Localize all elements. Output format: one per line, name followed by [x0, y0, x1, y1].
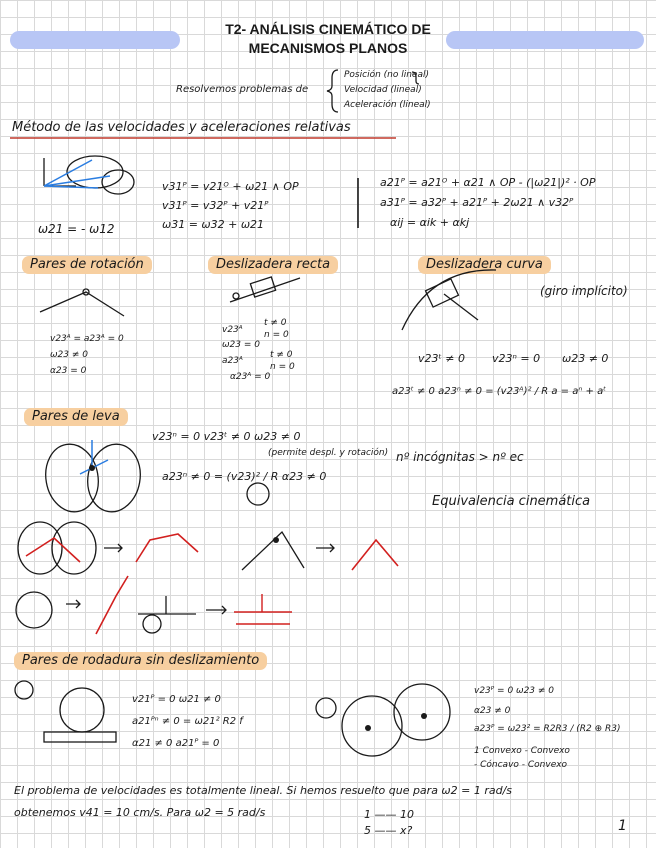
rolling-label-1	[15, 681, 33, 699]
method-heading: Método de las velocidades y aceleraciones relativas	[12, 120, 351, 135]
rolling-center-3	[421, 713, 427, 719]
cam-left	[40, 440, 103, 516]
vel-eq-3: ω31 = ω32 + ω21	[162, 218, 265, 231]
equiv-arrow-2	[316, 544, 334, 552]
rolling-case2-note-1: 1 Convexo - Convexo	[474, 746, 570, 756]
footer-line-2: obtenemos v41 = 10 cm/s. Para ω2 = 5 rad/s	[14, 806, 266, 819]
rolling-case2-eq-1: v23ᴾ = 0 ω23 ≠ 0	[474, 686, 555, 696]
curved-vel-1: v23ᵗ ≠ 0	[418, 352, 465, 365]
right-brace	[412, 72, 419, 84]
slider-note-3: t ≠ 0	[270, 350, 293, 360]
title-line-1: T2- ANÁLISIS CINEMÁTICO DE	[225, 21, 431, 37]
rolling-case2-note-2: - Cóncavo - Convexo	[474, 760, 568, 770]
rolling-ground-1	[44, 732, 116, 742]
slider-note-2: n = 0	[264, 330, 289, 340]
slider-note-4: n = 0	[270, 362, 295, 372]
omega-relation: ω21 = - ω12	[38, 222, 115, 236]
slider-eq-1: v23ᴬ	[222, 325, 243, 335]
curved-block	[426, 279, 459, 307]
curved-radius	[444, 294, 478, 320]
rolling-disk-1	[60, 688, 104, 732]
rolling-case2-eq-3: a23ᴾ = ω23² = R2R3 / (R2 ⊕ R3)	[474, 724, 621, 734]
proportion-1: 1 —— 10	[364, 808, 414, 821]
rotation-eq-2: ω23 ≠ 0	[50, 350, 88, 360]
equiv-cam-1b	[52, 522, 96, 574]
curved-vel-3: ω23 ≠ 0	[562, 352, 609, 365]
rotation-pair-links	[40, 292, 124, 316]
rolling-case2-eq-2: α23 ≠ 0	[474, 706, 511, 716]
rolling-center-2	[365, 725, 371, 731]
equiv-ground-1	[138, 596, 196, 614]
equiv-red-ground	[234, 594, 292, 624]
page-number: 1	[618, 818, 627, 834]
equiv-red-chain-1	[136, 534, 198, 562]
acc-eq-3: αij = αik + αkj	[390, 216, 470, 229]
slider-link-pin	[273, 537, 279, 543]
unknowns-vs-equations: nº incógnitas > nº ec	[396, 450, 524, 464]
rotation-eq-3: α23 = 0	[50, 366, 87, 376]
intro-lead: Resolvemos problemas de	[176, 84, 309, 95]
rolling-case1-eq-2: a21ᴾⁿ ≠ 0 = ω21² R2 f	[132, 716, 243, 727]
slider-eq-4: α23ᴬ = 0	[230, 372, 271, 382]
equiv-circle-2	[16, 592, 52, 628]
slider-eq-2: ω23 = 0	[222, 340, 260, 350]
rolling-case1-eq-1: v21ᴾ = 0 ω21 ≠ 0	[132, 694, 221, 705]
equiv-red-chain-2	[96, 576, 128, 634]
straight-slider-heading: Deslizadera recta	[208, 256, 338, 274]
footer-line-1: El problema de velocidades es totalmente lineal. Si hemos resuelto que para ω2 = 1 rad/s	[14, 784, 513, 797]
intro-item-position: Posición (no lineal)	[344, 70, 429, 80]
intro-item-acceleration: Aceleración (lineal)	[344, 100, 431, 110]
left-brace	[327, 70, 338, 112]
proportion-2: 5 —— x?	[364, 824, 413, 837]
equiv-link-2	[242, 532, 304, 570]
curved-slider-note: (giro implícito)	[540, 284, 628, 298]
rolling-label-2	[316, 698, 336, 718]
equiv-arrow-3	[66, 600, 80, 608]
equiv-arrow-4	[206, 606, 226, 614]
equiv-cam-1a	[18, 522, 62, 574]
rolling-disk-3	[394, 684, 450, 740]
cam-eqs-line2: a23ⁿ ≠ 0 = (v23)² / R α23 ≠ 0	[162, 470, 327, 483]
curved-slider-heading: Deslizadera curva	[418, 256, 551, 274]
slider-pivot	[233, 293, 239, 299]
slider-guide	[230, 278, 300, 302]
vel-eq-1: v31ᴾ = v21ᴼ + ω21 ∧ OP	[162, 180, 299, 193]
mechanism-link-body	[67, 156, 123, 188]
rotation-eq-1: v23ᴬ = a23ᴬ = 0	[50, 334, 124, 344]
rolling-disk-2	[342, 696, 402, 756]
title-line-2: MECANISMOS PLANOS	[248, 40, 408, 56]
rolling-case1-eq-3: α21 ≠ 0 a21ᴾ = 0	[132, 738, 220, 749]
curved-vel-2: v23ⁿ = 0	[492, 352, 541, 365]
cam-note: (permite despl. y rotación)	[268, 448, 389, 458]
vel-eq-2: v31ᴾ = v32ᴾ + v21ᴾ	[162, 199, 269, 212]
curved-acc: a23ᵗ ≠ 0 a23ⁿ ≠ 0 = (v23ᴬ)² / R a = aⁿ + aᵗ	[392, 386, 607, 397]
slider-note-1: t ≠ 0	[264, 318, 287, 328]
rolling-pairs-heading: Pares de rodadura sin deslizamiento	[14, 652, 267, 670]
cam-contact-point	[89, 465, 95, 471]
intro-item-velocity: Velocidad (lineal)	[344, 85, 422, 95]
acc-eq-2: a31ᴾ = a32ᴾ + a21ᴾ + 2ω21 ∧ v32ᴾ	[380, 196, 574, 209]
cam-eqs-line1: v23ⁿ = 0 v23ᵗ ≠ 0 ω23 ≠ 0	[152, 430, 301, 443]
rotation-pairs-heading: Pares de rotación	[22, 256, 152, 274]
acc-eq-1: a21ᴾ = a21ᴼ + α21 ∧ OP - (|ω21|)² · OP	[380, 176, 596, 189]
cam-pairs-heading: Pares de leva	[24, 408, 128, 426]
mechanism-link-body-2	[102, 170, 134, 194]
kinematic-equivalence: Equivalencia cinemática	[432, 494, 591, 509]
equiv-wheel	[143, 615, 161, 633]
equiv-red-link-2	[352, 540, 398, 570]
slider-eq-3: a23ᴬ	[222, 356, 243, 366]
cam-radius-circle	[247, 483, 269, 505]
equiv-arrow-1	[104, 544, 122, 552]
